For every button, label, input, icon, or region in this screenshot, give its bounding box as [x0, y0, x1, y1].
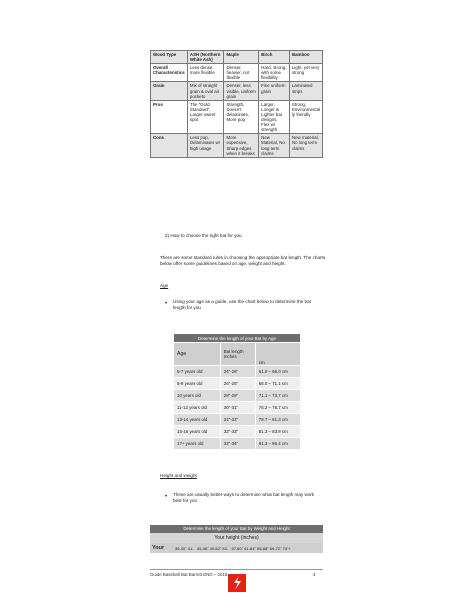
wood-table-cell: Grain: [151, 82, 188, 100]
wood-table-cell: Cons: [151, 134, 188, 157]
wood-type-table: [150, 50, 323, 158]
wood-table-cell: Larger, Longer & Lighter bat designs, Flex w/ strength: [259, 100, 290, 134]
age-table-cell: 11-12 years old: [174, 402, 221, 414]
wood-table-row: [151, 134, 323, 157]
wood-table-cell: Strength, Doesn't delaminate, More pop: [224, 100, 259, 134]
age-table-cell: 76.2 – 78.7 cm: [255, 402, 300, 414]
age-table: [173, 333, 301, 450]
age-table-row: [174, 390, 301, 402]
age-table-cell: 24"-26": [220, 366, 255, 378]
age-table-row: [174, 378, 301, 390]
hw-table-caption: Determine the length of your Bat by Weight and Height: [150, 525, 323, 533]
age-table-cell: 81.3 – 86.4 cm: [255, 438, 300, 450]
age-col-header: Age: [174, 343, 221, 366]
wood-table-row: [151, 100, 323, 134]
wood-table-cell: ASH (Northern White Ash): [187, 51, 224, 64]
age-table-cell: 8-9 years old: [174, 378, 221, 390]
wood-table-cell: Birch: [259, 51, 290, 64]
age-heading: Age: [160, 283, 169, 288]
page-number: 3: [313, 572, 316, 577]
bullet-icon: •: [165, 301, 168, 307]
age-table-cell: 26"-28": [220, 378, 255, 390]
hw-row-label: Your: [152, 545, 165, 551]
age-bullet-text: Using your age as a guide, use the chart below to determine the bat length for you: [173, 299, 311, 310]
age-table-cell: 28"-29": [220, 390, 255, 402]
wood-table-cell: Hard, strong, with some flexibility: [259, 64, 290, 82]
age-table-cell: 32"-34": [220, 438, 255, 450]
age-table-cell: 5-7 years old: [174, 366, 221, 378]
height-weight-heading: Height and weight: [160, 473, 197, 478]
footer-divider: [150, 569, 323, 570]
wood-table-cell: Light, yet very strong: [289, 64, 322, 82]
age-table-cell: 78.7 – 81.3 cm: [255, 414, 300, 426]
wood-table-cell: Fine uniform grain: [259, 82, 290, 100]
wood-table-cell: The "Gold Standard", Larger sweet spot: [187, 100, 224, 134]
age-table-row: [174, 426, 301, 438]
wood-table-cell: Maple: [224, 51, 259, 64]
age-table-cell: 31"-32": [220, 414, 255, 426]
age-table-cell: 61.0 – 66.0 cm: [255, 366, 300, 378]
age-table-cell: 66.0 – 71.1 cm: [255, 378, 300, 390]
wood-table-cell: Less dense, more flexible: [187, 64, 224, 82]
wood-table-cell: Overall Characteristics: [151, 64, 188, 82]
hw-bullet-text: These are usually better ways to determine what bat length may work best for you: [173, 492, 315, 503]
age-table-cell: 15-16 years old: [174, 426, 221, 438]
section-heading: 2) How to choose the right bat for you: [165, 233, 242, 238]
wood-table-row: [151, 64, 323, 82]
wood-table-cell: Denser, heavier, not flexible: [224, 64, 259, 82]
wood-table-cell: Mix of straight grain & oval air pockets: [187, 82, 224, 100]
bullet-icon: •: [165, 494, 168, 500]
hw-subheader: Your height (inches): [150, 533, 323, 543]
wood-table-cell: New Material, No long term claims: [259, 134, 290, 157]
wood-table-cell: Laminated strips: [289, 82, 322, 100]
wood-table-cell: Strong, Environmental ly friendly: [289, 100, 322, 134]
wood-table-cell: Denser, less visible, uniform grain: [224, 82, 259, 100]
age-table-row: [174, 438, 301, 450]
intro-paragraph: There are some standard rules in choosing the appropriate bat length. The charts below offer some guidelines based on age, weight and height.: [160, 255, 326, 266]
wood-table-cell: Bamboo: [289, 51, 322, 64]
wood-table-cell: Less pop, Delaminates w/ high usage: [187, 134, 224, 157]
age-table-cell: 30"-31": [220, 402, 255, 414]
age-table-caption: Determine the length of your Bat by Age: [174, 334, 301, 343]
age-table-cell: 32"-33": [220, 426, 255, 438]
footer-text: Guide Baseball Bat Barrett ENG – 2016: [150, 572, 228, 577]
wood-table-cell: More expensive, Sharp edges when it breaks: [224, 134, 259, 157]
wood-table-cell: New material, No long term claims: [289, 134, 322, 157]
age-table-cell: 10 years old: [174, 390, 221, 402]
age-table-cell: 71.1 – 73.7 cm: [255, 390, 300, 402]
logo-icon: [228, 574, 246, 592]
hw-height-ranges: 36-40" 41- 45-48" 49-52" 53- 57-60" 61-64" 65-68" 69-72" 73"+: [175, 546, 291, 551]
age-table-cell: 17+ years old: [174, 438, 221, 450]
wood-table-row: [151, 82, 323, 100]
wood-table-cell: Wood Type: [151, 51, 188, 64]
age-table-cell: 81.3 – 83.8 cm: [255, 426, 300, 438]
age-table-cell: 13-14 years old: [174, 414, 221, 426]
age-table-row: [174, 366, 301, 378]
age-table-row: [174, 402, 301, 414]
age-table-row: [174, 414, 301, 426]
wood-table-header: [151, 51, 323, 64]
cm-col-header: cm: [255, 343, 300, 366]
inches-col-header: Bat length Inches: [220, 343, 255, 366]
wood-table-cell: Pros: [151, 100, 188, 134]
